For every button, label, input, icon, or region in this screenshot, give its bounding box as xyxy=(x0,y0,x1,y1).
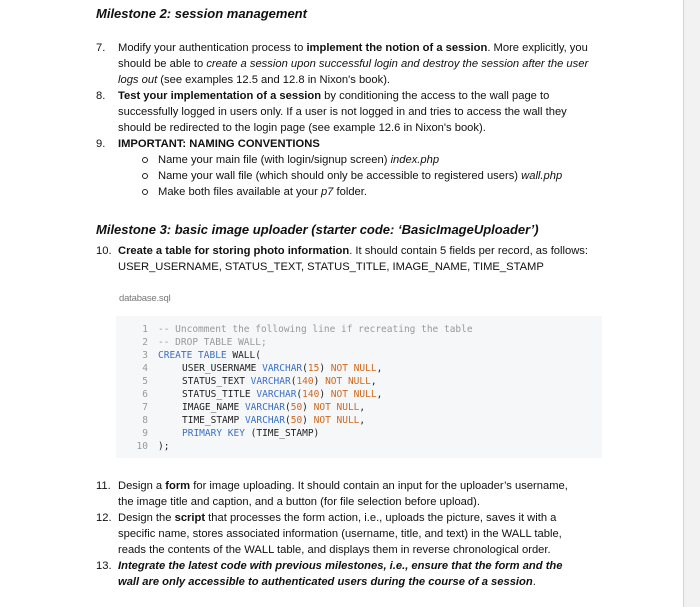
milestone3-list-a xyxy=(96,243,596,275)
item-text: that processes the form action, i.e., uploads the picture, saves it with a specific name, stores associated information (username, title, and text) in the WALL table, reads the contents of the WALL table, and displays them in reverse chronological order. xyxy=(118,512,562,556)
line-number: 9 xyxy=(142,428,148,439)
list-item-7 xyxy=(96,40,596,88)
bullet-text: Name your wall file (which should only be accessible to registered users) xyxy=(158,170,522,182)
bullet-text: Name your main file (with login/signup screen) xyxy=(158,154,391,166)
code-text: ); xyxy=(158,441,170,452)
item-bold-text: script xyxy=(174,512,206,524)
code-separator: , xyxy=(370,376,377,387)
code-line xyxy=(116,323,473,336)
code-block xyxy=(116,316,602,458)
code-comment: -- DROP TABLE WALL; xyxy=(158,337,267,348)
column-type: VARCHAR xyxy=(244,415,285,426)
code-text: (TIME_STAMP) xyxy=(244,428,320,439)
line-number: 5 xyxy=(142,376,148,387)
item-bold-text: IMPORTANT: NAMING CONVENTIONS xyxy=(118,138,320,150)
column-type: VARCHAR xyxy=(262,363,303,374)
item-bold-italic-text: Integrate the latest code with previous milestones, i.e., ensure that the form and the wall are only accessible to authenticated users during the course of a session xyxy=(118,560,563,588)
line-number: 4 xyxy=(142,363,148,374)
code-line: 8 TIME_STAMP VARCHAR(50) NOT NULL, xyxy=(116,414,365,427)
line-number: 8 xyxy=(142,415,148,426)
line-number: 1 xyxy=(142,324,148,335)
code-separator: , xyxy=(376,363,383,374)
item-number: 12. xyxy=(96,512,112,524)
column-size: 15 xyxy=(307,363,320,374)
item-text: (see examples 12.5 and 12.8 in Nixon's book). xyxy=(157,74,391,86)
column-size: 140 xyxy=(302,389,320,400)
bullet-italic: wall.php xyxy=(521,170,563,182)
milestone3-heading: Milestone 3: basic image uploader (starter code: ‘BasicImageUploader’) xyxy=(96,222,539,237)
item-bold-text: implement the notion of a session xyxy=(306,42,488,54)
circle-bullet-icon xyxy=(142,189,148,195)
code-line xyxy=(116,349,261,362)
item-text: . xyxy=(532,576,536,588)
code-line xyxy=(116,440,169,453)
code-line: 6 STATUS_TITLE VARCHAR(140) NOT NULL, xyxy=(116,388,382,401)
code-comment: -- Uncomment the following line if recreating the table xyxy=(158,324,473,335)
list-item-9 xyxy=(96,136,596,152)
code-filename: database.sql xyxy=(119,293,171,304)
code-line: 4 USER_USERNAME VARCHAR(15) NOT NULL, xyxy=(116,362,382,375)
column-constraint: NOT NULL xyxy=(313,415,360,426)
bullet-text: folder. xyxy=(333,186,367,198)
column-type: VARCHAR xyxy=(256,389,297,400)
code-separator: , xyxy=(359,402,366,413)
column-constraint: NOT NULL xyxy=(325,376,371,387)
item-number: 7. xyxy=(96,42,106,54)
column-name: STATUS_TEXT xyxy=(182,376,245,387)
line-number: 6 xyxy=(142,389,148,400)
item-bold-text: form xyxy=(165,480,191,492)
milestone2-heading: Milestone 2: session management xyxy=(96,6,307,21)
list-item-13 xyxy=(96,558,582,590)
sub-bullet xyxy=(96,152,596,168)
column-name: IMAGE_NAME xyxy=(182,402,240,413)
column-constraint: NOT NULL xyxy=(313,402,360,413)
item-text: by conditioning the access to the wall page to successfully logged in users only. If a user is not logged in and tries to access the wall they should be redirected to the login page (see example 12.6 in Nixon's book). xyxy=(118,90,567,134)
item-text: . It should contain 5 fields per record, as follows: USER_USERNAME, STATUS_TEXT, STATUS_TITLE, IMAGE_NAME, TIME_STAMP xyxy=(118,245,589,273)
column-size: 140 xyxy=(296,376,314,387)
line-number: 7 xyxy=(142,402,148,413)
item-text: for image uploading. It should contain an input for the uploader’s username, the image title and caption, and a button (for file selection before upload). xyxy=(118,480,568,508)
page-edge xyxy=(683,0,700,607)
column-name: USER_USERNAME xyxy=(182,363,257,374)
code-separator: , xyxy=(359,415,366,426)
item-bold-text: Create a table for storing photo information xyxy=(118,245,350,257)
item-bold-text: Test your implementation of a session xyxy=(118,90,322,102)
line-number: 2 xyxy=(142,337,148,348)
bullet-italic: index.php xyxy=(390,154,440,166)
column-type: VARCHAR xyxy=(250,376,291,387)
column-size: 50 xyxy=(290,415,303,426)
item-number: 13. xyxy=(96,560,112,572)
code-line xyxy=(116,336,267,349)
item-number: 11. xyxy=(96,480,111,492)
milestone3-list-b xyxy=(96,478,582,590)
line-number: 3 xyxy=(142,350,148,361)
list-item-12 xyxy=(96,510,582,558)
code-line: 5 STATUS_TEXT VARCHAR(140) NOT NULL, xyxy=(116,375,377,388)
column-size: 50 xyxy=(290,402,303,413)
column-constraint: NOT NULL xyxy=(330,389,377,400)
list-item-8 xyxy=(96,88,596,136)
code-keyword: CREATE TABLE xyxy=(158,350,227,361)
item-text: Design the xyxy=(118,512,175,524)
item-number: 9. xyxy=(96,138,106,150)
item-number: 8. xyxy=(96,90,106,102)
code-separator: , xyxy=(376,389,383,400)
list-item-11 xyxy=(96,478,582,510)
item-number: 10. xyxy=(96,245,112,257)
item-text: Design a xyxy=(118,480,166,492)
column-type: VARCHAR xyxy=(244,402,285,413)
item-text: . More explicitly, you should be able to xyxy=(118,42,588,70)
sub-bullet xyxy=(96,168,596,184)
code-line xyxy=(116,427,319,440)
code-text: WALL( xyxy=(226,350,261,361)
column-name: TIME_STAMP xyxy=(182,415,240,426)
column-name: STATUS_TITLE xyxy=(182,389,251,400)
circle-bullet-icon xyxy=(142,157,148,163)
milestone2-list xyxy=(96,40,596,200)
code-keyword: PRIMARY KEY xyxy=(182,428,245,439)
bullet-text: Make both files available at your xyxy=(158,186,321,198)
column-constraint: NOT NULL xyxy=(330,363,377,374)
circle-bullet-icon xyxy=(142,173,148,179)
bullet-italic: p7 xyxy=(320,186,334,198)
item-text: Modify your authentication process to xyxy=(118,42,307,54)
list-item-10 xyxy=(96,243,596,275)
sub-bullet xyxy=(96,184,596,200)
item-italic-text: create a session upon successful login and destroy the session after the user logs out xyxy=(118,58,589,86)
line-number: 10 xyxy=(136,441,148,452)
code-line: 7 IMAGE_NAME VARCHAR(50) NOT NULL, xyxy=(116,401,365,414)
